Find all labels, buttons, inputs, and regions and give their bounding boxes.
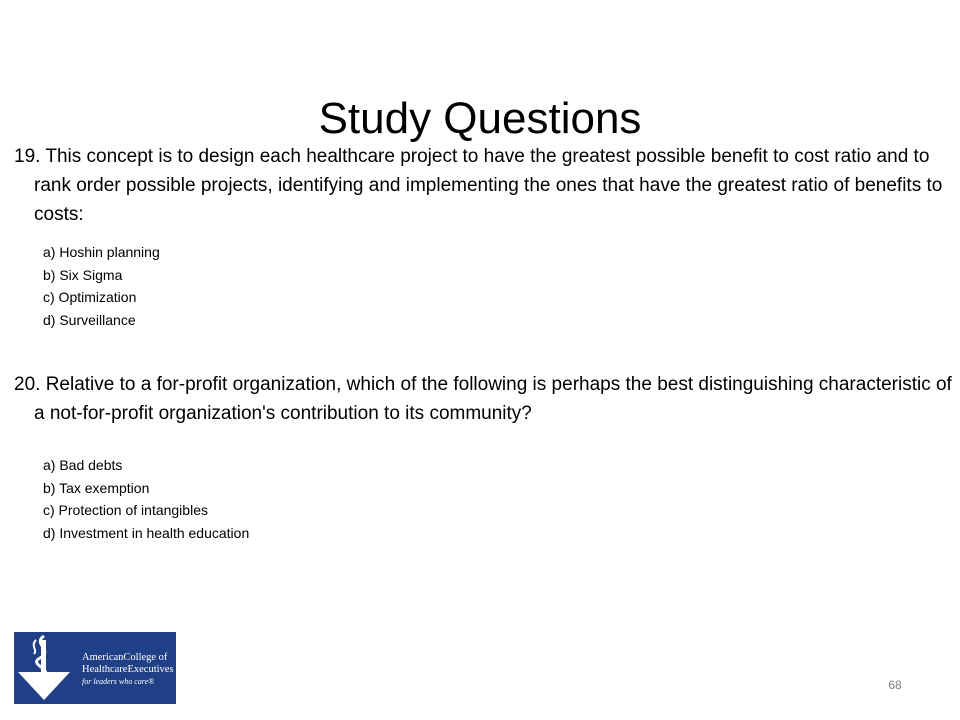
logo-line-2: HealthcareExecutives (82, 664, 174, 675)
question-19-option-c: c) Optimization (43, 289, 137, 306)
page-number: 68 (888, 678, 902, 692)
ache-logo (14, 632, 176, 704)
question-20-option-c: c) Protection of intangibles (43, 502, 208, 519)
caduceus-flame-icon (14, 632, 76, 704)
logo-line-1: AmericanCollege of (82, 652, 168, 663)
slide-title: Study Questions (318, 94, 642, 144)
question-19-text: 19. This concept is to design each healthcare project to have the greatest possible benefit to cost ratio and to rank order possible projects, identifying and implementing the ones that have the greatest ratio of benefits to costs: (14, 146, 943, 225)
question-19-option-b: b) Six Sigma (43, 266, 123, 283)
logo-tagline: for leaders who care® (82, 677, 155, 686)
question-19-option-d: d) Surveillance (43, 311, 136, 328)
question-20-text: 20. Relative to a for-profit organization, which of the following is perhaps the best distinguishing characteristic of a not-for-profit organization's contribution to its community? (14, 374, 952, 424)
question-20-option-b: b) Tax exemption (43, 479, 150, 496)
question-20-option-a: a) Bad debts (43, 457, 123, 473)
logo-wordmark (82, 652, 174, 688)
question-20-option-d: d) Investment in health education (43, 524, 250, 541)
question-20-options (43, 454, 249, 544)
question-19-option-a: a) Hoshin planning (43, 244, 160, 260)
question-19-options (43, 241, 160, 331)
